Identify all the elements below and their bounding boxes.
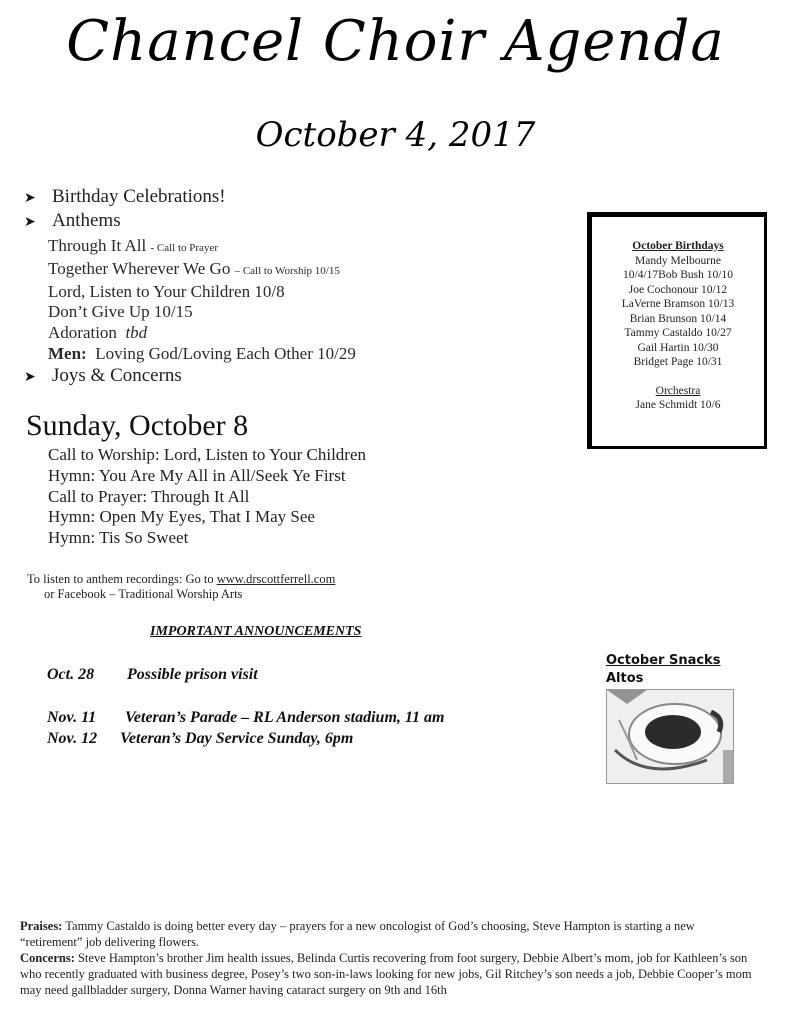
birthday-entry: Tammy Castaldo 10/27 [624, 327, 732, 339]
birthday-entry: Bridget Page 10/31 [633, 356, 723, 368]
snacks-heading: October Snacks [606, 653, 721, 668]
anthem-item [48, 302, 356, 323]
orchestra-entry: Jane Schmidt 10/6 [635, 399, 721, 411]
anthem-item [48, 344, 356, 365]
agenda-item-anthems [24, 210, 356, 234]
anthem-item [48, 236, 356, 259]
agenda-item-label: Birthday Celebrations! [52, 186, 226, 207]
anthem-note: tbd [125, 323, 148, 343]
announcement-item [47, 708, 444, 728]
birthday-entry: Mandy Melbourne [635, 254, 721, 267]
birthday-entry: LaVerne Bramson 10/13 [621, 298, 735, 310]
concerns-text: Steve Hampton’s brother Jim health issues, Belinda Curtis recovering from foot surgery, Debbie Albert’s mom, job for Kathleen’s son who recently graduated with business degree, Posey’s two son-in-laws looking for new jobs, Gil Ritchey’s son needs a job, Debbie Cooper’s mom may need gallbladder surgery, Donna Warner having cataract surgery on 9th and 16th [20, 951, 752, 997]
prayer-section [20, 918, 755, 998]
website-link[interactable]: www.drscottferrell.com [216, 572, 336, 586]
agenda-item-label: Anthems [52, 210, 121, 231]
agenda-item-birthdays [24, 186, 356, 210]
sunday-order-of-service [48, 445, 366, 549]
agenda-date: October 4, 2017 [255, 115, 536, 155]
announcements-heading: IMPORTANT ANNOUNCEMENTS [150, 624, 362, 639]
anthem-list [24, 234, 356, 365]
listen-line-1 [27, 572, 335, 587]
anthem-title: Adoration [48, 323, 117, 343]
anthem-title: Lord, Listen to Your Children 10/8 [48, 281, 285, 301]
agenda-item-label: Joys & Concerns [52, 364, 182, 386]
anthem-item [48, 282, 356, 303]
announcement-text: Veteran’s Parade – RL Anderson stadium, 11 am [125, 709, 445, 726]
praises-text: Tammy Castaldo is doing better every day – prayers for a new oncologist of God’s choosing, Steve Hampton is starting a new “retirement” job delivering flowers. [20, 919, 695, 949]
agenda-item-joys [24, 365, 356, 389]
agenda-list [24, 186, 356, 389]
announcement-date: Oct. 28 [47, 666, 95, 683]
birthdays-heading: October Birthdays [632, 240, 724, 252]
birthday-entry: Joe Cochonour 10/12 [628, 283, 728, 296]
anthem-note: - Call to Prayer [150, 242, 218, 254]
coffee-cup-icon [607, 690, 733, 783]
listen-prefix: To listen to anthem recordings: Go to [27, 572, 217, 586]
sunday-heading: Sunday, October 8 [26, 409, 249, 442]
anthem-item [48, 259, 356, 282]
arrow-bullet-icon: ➤ [24, 191, 36, 206]
birthday-entry: Brian Brunson 10/14 [629, 312, 727, 325]
anthem-title: Through It All [48, 236, 147, 255]
birthdays-box [587, 212, 767, 449]
announcement-date: Nov. 11 [47, 709, 97, 726]
praises-paragraph [20, 918, 755, 950]
praises-label: Praises: [20, 919, 63, 933]
anthem-title: Don’t Give Up 10/15 [48, 302, 193, 322]
listen-info [27, 572, 335, 602]
arrow-bullet-icon: ➤ [24, 369, 36, 385]
page-title: Chancel Choir Agenda [66, 9, 725, 74]
announcement-text: Veteran’s Day Service Sunday, 6pm [120, 730, 354, 747]
service-line: Call to Prayer: Through It All [48, 486, 250, 506]
anthem-title: Together Wherever We Go [48, 258, 231, 278]
anthem-note: – Call to Worship 10/15 [234, 264, 340, 277]
concerns-paragraph [20, 950, 755, 998]
service-line: Hymn: You Are My All in All/Seek Ye First [48, 465, 346, 485]
arrow-bullet-icon: ➤ [24, 215, 36, 230]
service-line: Hymn: Tis So Sweet [48, 528, 189, 548]
concerns-label: Concerns: [20, 951, 75, 965]
anthem-item [48, 323, 356, 344]
announcement-item [47, 729, 353, 749]
service-line: Hymn: Open My Eyes, That I May See [48, 507, 315, 527]
coffee-cup-image [606, 689, 734, 784]
service-line: Call to Worship: Lord, Listen to Your Children [48, 445, 367, 464]
anthem-title: Loving God/Loving Each Other 10/29 [95, 343, 356, 363]
listen-line-2: or Facebook – Traditional Worship Arts [44, 587, 243, 601]
anthem-prefix: Men: [48, 343, 87, 363]
announcement-text: Possible prison visit [127, 666, 258, 683]
birthday-entry: Gail Hartin 10/30 [637, 341, 719, 354]
birthday-entry: 10/4/17Bob Bush 10/10 [623, 269, 733, 281]
snacks-group: Altos [606, 671, 644, 686]
orchestra-heading: Orchestra [655, 384, 701, 397]
announcement-item [47, 665, 258, 685]
announcement-date: Nov. 12 [47, 730, 98, 747]
